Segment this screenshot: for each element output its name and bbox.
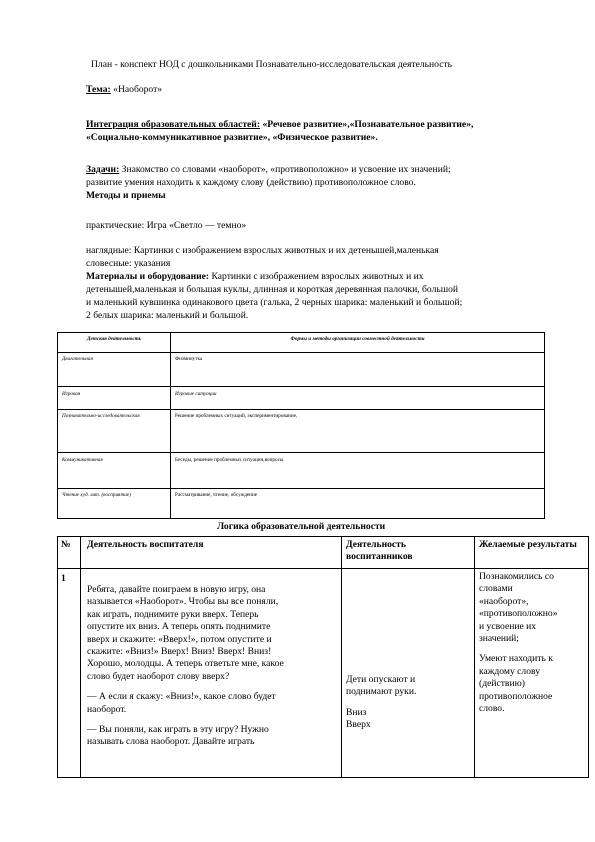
activity-forms: Физминутка — [171, 353, 545, 387]
table-row — [58, 489, 545, 519]
expected-results — [475, 569, 589, 778]
activity-forms: Рассматривание, чтение, обсуждение — [171, 489, 545, 519]
teacher-text-line: слово будет наоборот слову вверх? — [87, 670, 230, 682]
teacher-text-line: называется «Наоборот». Чтобы вы все поняли, — [87, 596, 279, 608]
results-text-line: слово. — [479, 703, 505, 715]
results-text-line: Умеют находить к — [479, 653, 553, 665]
results-text-line: словами — [479, 583, 513, 595]
activity-type: Игровая — [58, 387, 171, 410]
methods-label: Методы и приемы — [86, 190, 166, 201]
table-row — [58, 453, 545, 489]
spacer — [87, 683, 335, 691]
activity-header-type: Детская деятельность — [58, 333, 171, 353]
teacher-text-line: наоборот. — [87, 703, 127, 715]
results-text-line: (действию) — [479, 678, 525, 690]
results-text-line: и усвоение их — [479, 620, 537, 632]
results-text-line: каждому слову — [479, 665, 541, 677]
teacher-activity — [81, 569, 342, 778]
logic-header-num: № — [58, 537, 81, 569]
activity-type: Коммуникативная — [58, 453, 171, 489]
teacher-text-line: опустите их вниз. А теперь опять поднимите — [87, 621, 271, 633]
materials-line-1 — [86, 271, 424, 284]
pupils-text-line: поднимают руки. — [346, 686, 417, 698]
teacher-text-line: как играть, поднимите руки вверх. Теперь — [87, 608, 259, 620]
tasks-text-1: Знакомство со словами «наоборот», «противоположно» и усвоение их значений; — [119, 164, 451, 175]
methods-verbal: словесные: указания — [86, 258, 171, 269]
tasks-line-2: развитие умения находить к каждому слову (действию) противоположное слово. — [86, 177, 416, 188]
table-row — [58, 569, 589, 778]
activity-type: Познавательно-исследовательская — [58, 410, 171, 453]
logic-header-results: Желаемые результаты — [475, 537, 589, 569]
table-row — [58, 410, 545, 453]
tasks-line-1 — [86, 164, 451, 177]
theme-line — [86, 84, 162, 97]
teacher-text-line: — Вы поняли, как играть в эту игру? Нужно — [87, 724, 269, 736]
logic-table — [57, 536, 589, 778]
table-row — [58, 387, 545, 410]
activity-forms: Игровые ситуации — [171, 387, 545, 410]
theme-label: Тема: — [86, 84, 111, 95]
pupils-text-line: Вниз — [346, 706, 367, 718]
logic-title: Логика образовательной деятельности — [217, 521, 386, 532]
logic-header-teacher: Деятельность воспитателя — [81, 537, 342, 569]
methods-visual: наглядные: Картинки с изображением взрослых животных и их детенышей,маленькая — [86, 245, 439, 256]
activity-type: Чтение худ. лит. (восприятие) — [58, 489, 171, 519]
integration-label: Интеграция образовательных областей: — [86, 119, 261, 130]
logic-row-num: 1 — [58, 569, 81, 778]
pupils-text-line: Дети опускают и — [346, 674, 416, 685]
results-text-line: «противоположно» — [479, 608, 558, 620]
tasks-label: Задачи: — [86, 164, 120, 175]
results-text-line: значений; — [479, 633, 519, 645]
activity-forms: Беседы, решение проблемных ситуации,вопросы — [171, 453, 545, 489]
activity-header-forms: Формы и методы организации совместной деятельности — [171, 333, 545, 353]
materials-text-1: Картинки с изображением взрослых животных и их — [209, 271, 424, 282]
materials-label: Материалы и оборудование: — [86, 271, 210, 282]
methods-practical: практические: Игра «Светло — темно» — [86, 220, 247, 231]
document-title: План - конспект НОД с дошкольниками Познавательно-исследовательская деятельность — [91, 59, 453, 70]
results-text-line: Познакомились со — [479, 571, 554, 582]
activity-type: Двигательная — [58, 353, 171, 387]
materials-line-2: детенышей,маленькая и большая куклы, длинная и короткая деревянная палочки, большой — [86, 284, 459, 295]
activity-forms: Решение проблемных ситуаций, экспериментирование, — [171, 410, 545, 453]
pupils-activity — [342, 569, 475, 778]
logic-table-header — [58, 537, 589, 569]
spacer — [346, 699, 470, 707]
integration-line-2: «Социально-коммуникативное развитие», «Физическое развитие». — [86, 132, 378, 143]
results-text-line: противоположное — [479, 690, 553, 702]
logic-header-pupils: Деятельность воспитанников — [342, 537, 475, 569]
theme-value: «Наоборот» — [110, 84, 163, 95]
integration-text-1: «Речевое развитие»,«Познавательное развитие», — [260, 119, 474, 130]
teacher-text-line: вверх и скажите: «Вверх!», потом опустите и — [87, 633, 272, 645]
materials-line-4: 2 белых шарика: маленький и большой. — [86, 310, 249, 321]
teacher-text-line: Ребята, давайте поиграем в новую игру, она — [87, 584, 266, 595]
teacher-text-line: называть слова наоборот. Давайте играть — [87, 736, 255, 748]
spacer — [87, 716, 335, 724]
table-row — [58, 353, 545, 387]
results-text-line: «наоборот», — [479, 595, 529, 607]
teacher-text-line: Хорошо, молодцы. А теперь ответьте мне, какое — [87, 658, 284, 670]
activity-table-header — [58, 333, 545, 353]
pupils-text-line: Вверх — [346, 719, 371, 731]
activity-table — [57, 332, 545, 519]
teacher-text-line: скажите: «Вниз!» Вверх! Вниз! Вверх! Вниз! — [87, 646, 272, 658]
materials-line-3: и маленький кувшинка одинакового цвета (галька, 2 черных шарика: маленький и большой; — [86, 297, 463, 308]
integration-line-1 — [86, 119, 473, 132]
teacher-text-line: — А если я скажу: «Вниз!», какое слово будет — [87, 691, 276, 703]
spacer — [479, 645, 584, 653]
